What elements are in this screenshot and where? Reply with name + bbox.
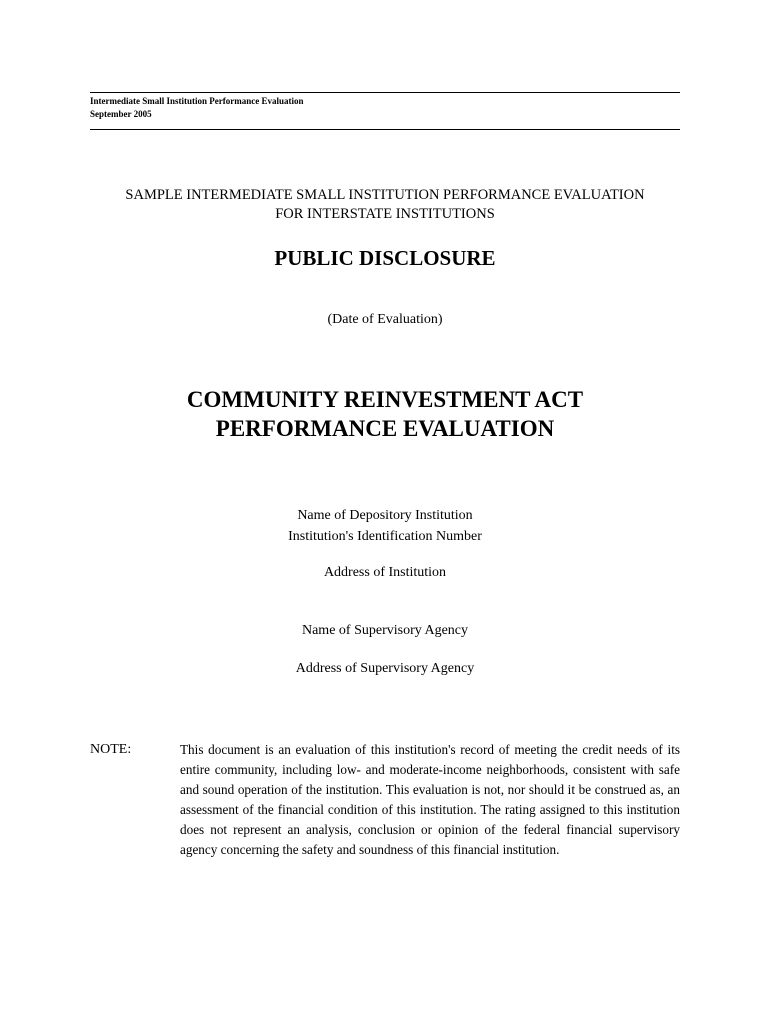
supervisory-agency-address: Address of Supervisory Agency <box>295 661 475 676</box>
header-top-rule <box>90 92 680 93</box>
note-text: This document is an evaluation of this institution's record of meeting the credit needs of its entire community, including low- and moderate-income neighborhoods, consistent with safe and sound operation of the institution. This evaluation is not, nor should it be construed as, an assessment of the financial condition of this institution. The rating assigned to this institution does not represent an analysis, conclusion or opinion of the federal financial supervisory agency concerning the safety and soundness of this financial institution. <box>180 742 680 857</box>
sample-title-line-2: FOR INTERSTATE INSTITUTIONS <box>275 206 495 222</box>
header-bottom-rule <box>90 129 680 130</box>
cra-title-line-1: COMMUNITY REINVESTMENT ACT <box>186 387 584 412</box>
public-disclosure-heading: PUBLIC DISCLOSURE <box>274 246 496 270</box>
institution-name: Name of Depository Institution <box>297 508 473 523</box>
institution-id-number: Institution's Identification Number <box>288 529 482 544</box>
cra-title <box>0 385 770 443</box>
sample-title-line-1: SAMPLE INTERMEDIATE SMALL INSTITUTION PERFORMANCE EVALUATION <box>125 187 645 203</box>
cra-title-line-2: PERFORMANCE EVALUATION <box>215 416 555 441</box>
running-header-title: Intermediate Small Institution Performance Evaluation <box>90 96 304 106</box>
supervisory-agency-name: Name of Supervisory Agency <box>301 623 469 638</box>
institution-address: Address of Institution <box>323 565 447 580</box>
running-header-date: September 2005 <box>90 109 152 119</box>
running-header <box>90 95 303 121</box>
date-of-evaluation: (Date of Evaluation) <box>327 312 443 327</box>
institution-block <box>0 505 770 547</box>
sample-title <box>0 186 770 224</box>
note-label: NOTE: <box>90 742 132 757</box>
